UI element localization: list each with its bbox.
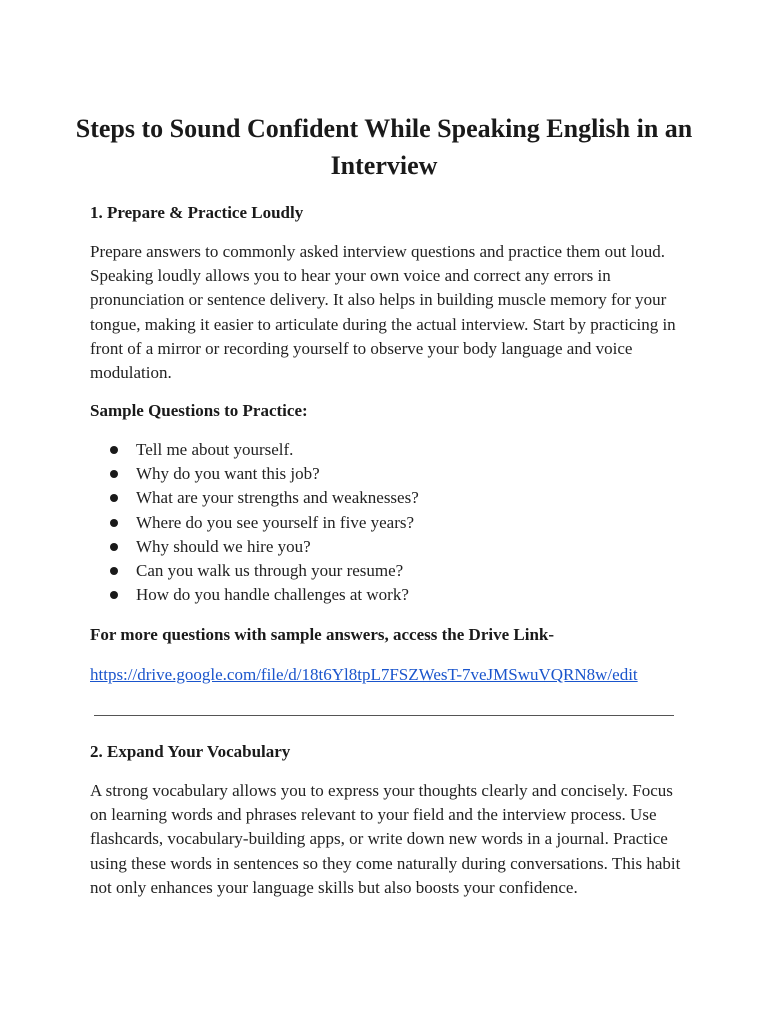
question-text: Why should we hire you? <box>136 536 311 556</box>
question-text: How do you handle challenges at work? <box>136 585 409 605</box>
bullet-icon <box>110 543 118 551</box>
question-text: What are your strengths and weaknesses? <box>136 488 419 508</box>
sample-questions-list <box>90 438 419 607</box>
bullet-icon <box>110 470 118 478</box>
question-text: Where do you see yourself in five years? <box>136 512 415 532</box>
page-title: Steps to Sound Confident While Speaking English in an Interview <box>75 114 693 180</box>
drive-link-intro: For more questions with sample answers, access the Drive Link- <box>90 625 555 644</box>
list-item <box>90 462 419 486</box>
section-paragraph-vocabulary: A strong vocabulary allows you to express your thoughts clearly and concisely. Focus on learning words and phrases relevant to your field and the interview process. Use flashcards, vocabulary-building apps, or write down new words in a journal. Practice using these words in sentences so they come naturally during conversations. This habit not only enhances your language skills but also boosts your confidence. <box>90 781 681 897</box>
horizontal-divider <box>94 715 674 716</box>
list-item <box>90 583 419 607</box>
list-item <box>90 511 419 535</box>
question-text: Tell me about yourself. <box>136 440 294 459</box>
question-text: Can you walk us through your resume? <box>136 561 404 581</box>
list-item <box>90 438 419 462</box>
bullet-icon <box>110 519 118 527</box>
section-paragraph-prepare-practice: Prepare answers to commonly asked interview questions and practice them out loud. Speaking loudly allows you to hear your own voice and correct any errors in pronunciation or sentence delivery. It also helps in building muscle memory for your tongue, making it easier to articulate during the actual interview. Start by practicing in front of a mirror or recording yourself to observe your body language and voice modulation. <box>90 242 676 383</box>
list-item <box>90 535 419 559</box>
drive-link[interactable]: https://drive.google.com/file/d/18t6Yl8tpL7FSZWesT-7veJMSwuVQRN8w/edit <box>90 665 638 684</box>
bullet-icon <box>110 494 118 502</box>
bullet-icon <box>110 446 118 454</box>
list-item <box>90 486 419 510</box>
bullet-icon <box>110 567 118 575</box>
list-item <box>90 559 419 583</box>
section-heading-vocabulary: 2. Expand Your Vocabulary <box>90 742 291 761</box>
question-text: Why do you want this job? <box>136 464 320 484</box>
sample-questions-heading: Sample Questions to Practice: <box>90 401 308 420</box>
bullet-icon <box>110 591 118 599</box>
section-heading-prepare-practice: 1. Prepare & Practice Loudly <box>90 203 304 222</box>
